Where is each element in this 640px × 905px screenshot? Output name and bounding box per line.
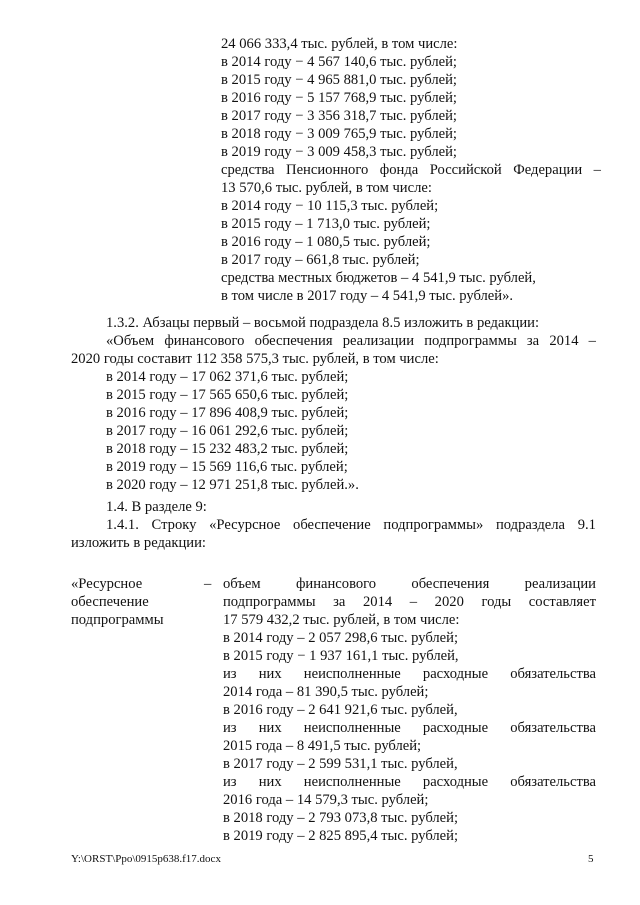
year-line: в 2014 году – 17 062 371,6 тыс. рублей; — [106, 369, 349, 385]
year-line: в 2015 году – 17 565 650,6 тыс. рублей; — [106, 387, 349, 403]
unfulfilled-obligations-line: из них неисполненные расходные обязательства — [223, 774, 596, 790]
text-line: в 2017 году – 661,8 тыс. рублей; — [221, 252, 420, 268]
value-line: подпрограммы за 2014 – 2020 годы составляет — [223, 594, 596, 610]
value-line: в 2014 году – 2 057 298,6 тыс. рублей; — [223, 630, 459, 646]
value-line: в 2015 году − 1 937 161,1 тыс. рублей, — [223, 648, 459, 664]
value-line: в 2018 году – 2 793 073,8 тыс. рублей; — [223, 810, 459, 826]
page-number: 5 — [588, 853, 594, 865]
financing-continuation-block — [221, 35, 601, 305]
item-first-line: 1.4.1. Строку «Ресурсное обеспечение подпрограммы» подраздела 9.1 — [106, 517, 596, 533]
unfulfilled-obligations-line: из них неисполненные расходные обязательства — [223, 666, 596, 682]
text-line: в 2019 году − 3 009 458,3 тыс. рублей; — [221, 144, 457, 160]
year-line: в 2018 году – 15 232 483,2 тыс. рублей; — [106, 441, 349, 457]
value-line: в 2017 году – 2 599 531,1 тыс. рублей, — [223, 756, 458, 772]
year-line: в 2017 году – 16 061 292,6 тыс. рублей; — [106, 423, 349, 439]
year-line: в 2016 году – 17 896 408,9 тыс. рублей; — [106, 405, 349, 421]
text-line: в 2016 году − 5 157 768,9 тыс. рублей; — [221, 90, 457, 106]
resource-value — [223, 575, 596, 845]
text-line: в 2016 году – 1 080,5 тыс. рублей; — [221, 234, 431, 250]
text-line: в том числе в 2017 году – 4 541,9 тыс. рублей». — [221, 288, 514, 304]
text-line: в 2015 году – 1 713,0 тыс. рублей; — [221, 216, 431, 232]
section-heading: 1.4. В разделе 9: — [106, 499, 207, 515]
text-line: в 2018 году − 3 009 765,9 тыс. рублей; — [221, 126, 457, 142]
resource-label: «Ресурсное обеспечение подпрограммы — [71, 576, 164, 628]
value-line: 2015 года – 8 491,5 тыс. рублей; — [223, 738, 422, 754]
pension-fund-line: средства Пенсионного фонда Российской Федерации – — [221, 162, 601, 178]
resource-dash: – — [204, 576, 212, 592]
unfulfilled-obligations-line: из них неисполненные расходные обязательства — [223, 720, 596, 736]
text-line: средства местных бюджетов – 4 541,9 тыс. рублей, — [221, 270, 536, 286]
section-1-3-2 — [71, 314, 596, 494]
paragraph-line: 2020 годы составит 112 358 575,3 тыс. рублей, в том числе: — [71, 351, 439, 367]
text-line: в 2014 году − 10 115,3 тыс. рублей; — [221, 198, 439, 214]
text-line: в 2014 году − 4 567 140,6 тыс. рублей; — [221, 54, 457, 70]
section-1-4 — [71, 498, 596, 552]
year-line: в 2020 году – 12 971 251,8 тыс. рублей.». — [106, 477, 359, 493]
section-heading: 1.3.2. Абзацы первый – восьмой подраздела 8.5 изложить в редакции: — [106, 315, 540, 331]
value-line: 2016 года – 14 579,3 тыс. рублей; — [223, 792, 429, 808]
text-line: 13 570,6 тыс. рублей, в том числе: — [221, 180, 432, 196]
text-line: 24 066 333,4 тыс. рублей, в том числе: — [221, 36, 458, 52]
year-line: в 2019 году – 15 569 116,6 тыс. рублей; — [106, 459, 348, 475]
value-line: объем финансового обеспечения реализации — [223, 576, 596, 592]
paragraph-first-line: «Объем финансового обеспечения реализации подпрограммы за 2014 – — [106, 333, 596, 349]
footer-file-path: Y:\ORST\Ppo\0915p638.f17.docx — [71, 853, 221, 865]
value-line: 2014 года – 81 390,5 тыс. рублей; — [223, 684, 429, 700]
value-line: в 2019 году – 2 825 895,4 тыс. рублей; — [223, 828, 459, 844]
text-line: в 2017 году − 3 356 318,7 тыс. рублей; — [221, 108, 457, 124]
value-line: 17 579 432,2 тыс. рублей, в том числе: — [223, 612, 460, 628]
text-line: в 2015 году − 4 965 881,0 тыс. рублей; — [221, 72, 457, 88]
value-line: в 2016 году – 2 641 921,6 тыс. рублей, — [223, 702, 458, 718]
item-line: изложить в редакции: — [71, 535, 206, 551]
